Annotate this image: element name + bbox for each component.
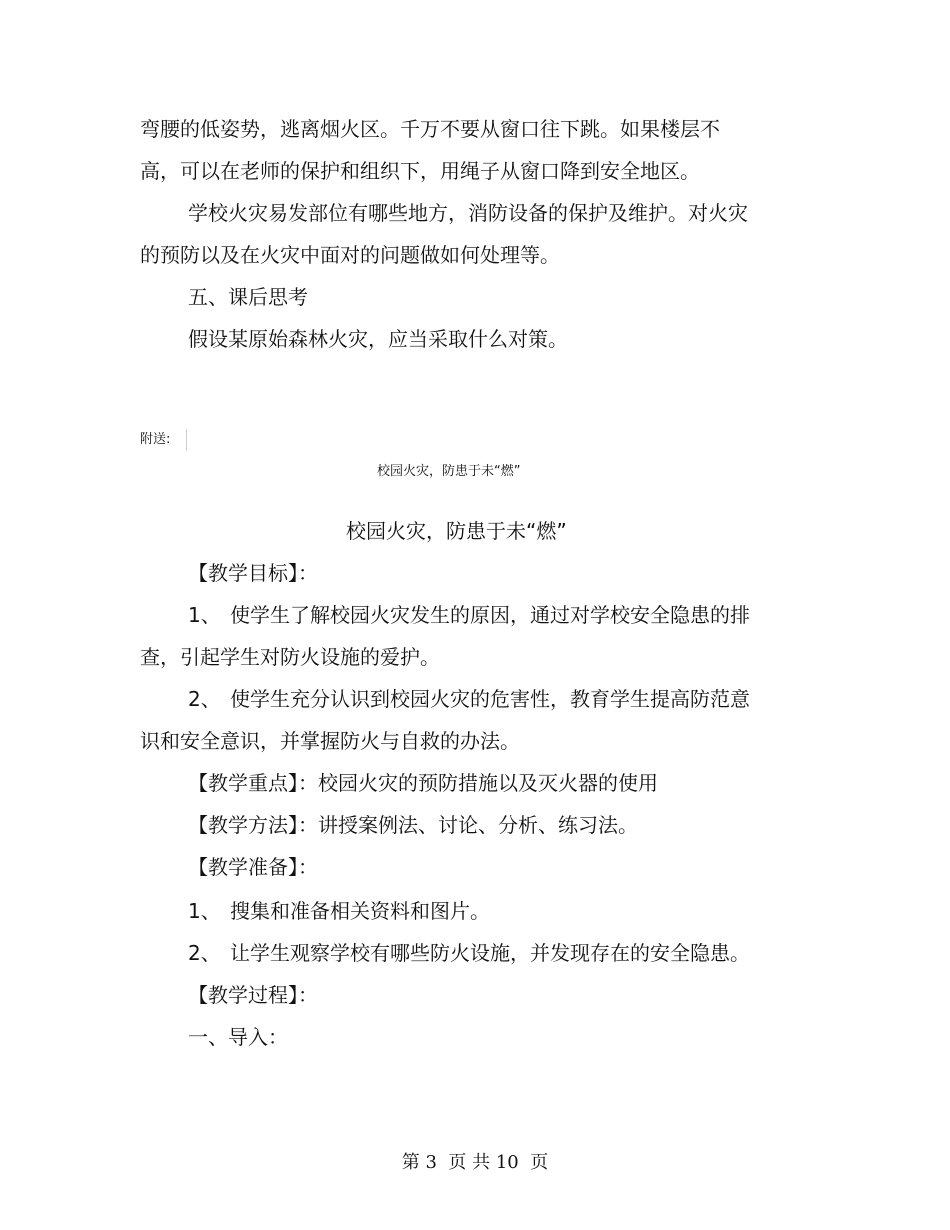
goals-heading: 【教学目标】： — [188, 561, 318, 585]
prep-1-number: 1、 — [188, 899, 221, 923]
continued-line-2: 高，可以在老师的保护和组织下，用绳子从窗口降到安全地区。 — [140, 159, 700, 183]
attachment-label: 附送: — [140, 432, 171, 447]
continued-line-4: 的预防以及在火灾中面对的问题做如何处理等。 — [140, 243, 560, 267]
continued-line-1: 弯腰的低姿势，逃离烟火区。千万不要从窗口往下跳。如果楼层不 — [140, 117, 720, 141]
section5-text: 假设某原始森林火灾，应当采取什么对策。 — [188, 327, 568, 351]
goal-2-line-1: 使学生充分认识到校园火灾的危害性，教育学生提高防范意 — [230, 687, 750, 711]
page-footer: 第 3 页 共 10 页 — [401, 1152, 549, 1173]
prep-1-text: 搜集和准备相关资料和图片。 — [230, 899, 490, 923]
process-heading: 【教学过程】： — [188, 983, 318, 1007]
goal-1-number: 1、 — [188, 603, 221, 627]
prep-2-text: 让学生观察学校有哪些防火设施，并发现存在的安全隐患。 — [230, 941, 750, 965]
goal-1-line-2: 查，引起学生对防火设施的爱护。 — [140, 645, 440, 669]
teaching-focus: 【教学重点】：校园火灾的预防措施以及灭火器的使用 — [188, 771, 658, 795]
continued-line-3: 学校火灾易发部位有哪些地方，消防设备的保护及维护。对火灾 — [188, 201, 748, 225]
preparation-heading: 【教学准备】： — [188, 855, 318, 879]
attachment-small-title: 校园火灾，防患于未“燃” — [377, 464, 521, 479]
teaching-method: 【教学方法】：讲授案例法、讨论、分析、练习法。 — [188, 813, 638, 837]
intro-heading: 一、导入： — [188, 1025, 288, 1049]
section5-heading: 五、课后思考 — [188, 285, 308, 309]
prep-2-number: 2、 — [188, 941, 221, 965]
goal-2-line-2: 识和安全意识，并掌握防火与自救的办法。 — [140, 729, 520, 753]
goal-1-line-1: 使学生了解校园火灾发生的原因，通过对学校安全隐患的排 — [230, 603, 750, 627]
goal-2-number: 2、 — [188, 687, 221, 711]
document-title: 校园火灾，防患于未“燃” — [346, 519, 567, 543]
attachment-divider — [186, 429, 187, 451]
